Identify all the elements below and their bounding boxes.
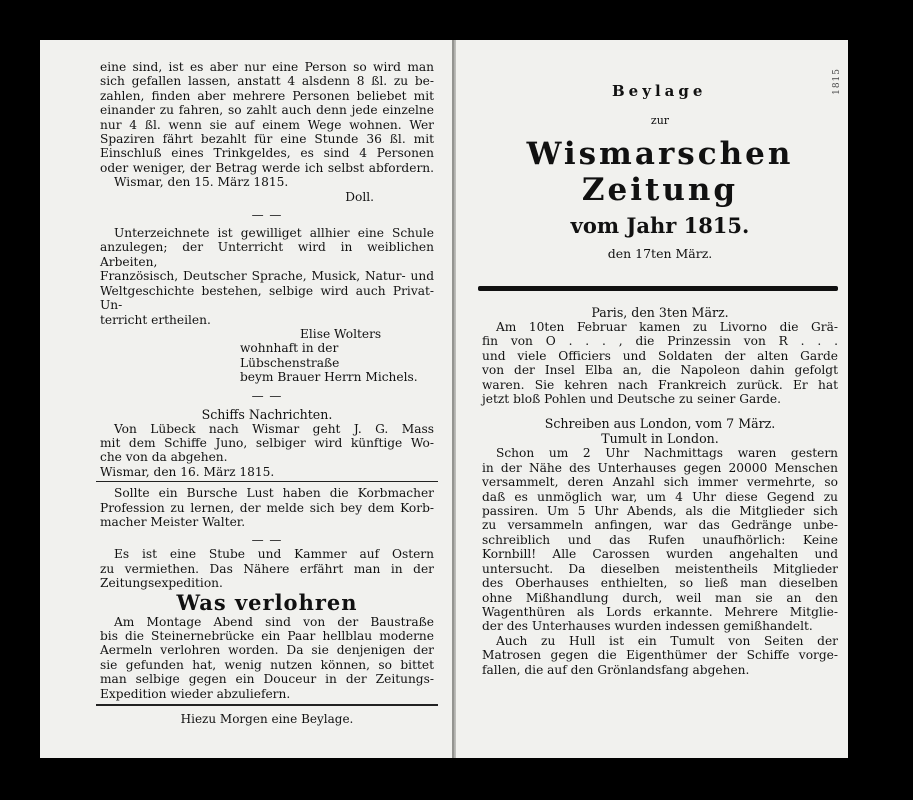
text-line: zu vermiethen. Das Nähere erfährt man in der <box>100 561 434 576</box>
section-heading: Schiffs Nachrichten. <box>201 406 333 422</box>
text-line: Spaziren fährt bezahlt für eine Stunde 36 ßl. mit <box>100 132 434 147</box>
left-paragraph-fare <box>100 60 434 204</box>
issue-date: den 17ten März. <box>607 246 713 261</box>
text-line: mit dem Schiffe Juno, selbiger wird künftige Wo- <box>100 435 434 450</box>
text-line: Zeitungsexpedition. <box>100 576 223 591</box>
text-line: Profession zu lernen, der melde sich bey dem Korb- <box>100 500 434 515</box>
text-line: in der Nähe des Unterhauses gegen 20000 Menschen <box>482 460 838 475</box>
text-line: von der Insel Elba an, die Napoleon dahin gefolgt <box>482 363 838 378</box>
section-heading-lost: Was verlohren <box>176 589 358 615</box>
text-line: Einschluß eines Trinkgeldes, es sind 4 Personen <box>100 146 434 161</box>
text-line: ohne Mißhandlung durch, weil man sie an den <box>482 590 838 605</box>
text-line: einander zu fahren, so zahlt auch denn jede einzelne <box>100 103 434 118</box>
text-line: waren. Sie kehren nach Frankreich zurück. Er hat <box>482 377 838 392</box>
text-line: Aermeln verlohren worden. Da sie denjenigen der <box>100 643 434 658</box>
left-paragraph-rent <box>100 547 434 590</box>
text-line: che von da abgehen. <box>100 450 228 465</box>
text-line: Weltgeschichte bestehen, selbige wird auch Privat-Un- <box>100 283 434 313</box>
text-line: schreiblich und das Rufen unaufhörlich: Keine <box>482 532 838 547</box>
text-line: Französisch, Deutscher Sprache, Musick, Natur- und <box>100 269 434 284</box>
text-line: Am Montage Abend sind von der Baustraße <box>114 614 434 629</box>
right-london-news <box>482 416 838 677</box>
text-line: nur 4 ßl. wenn sie auf einem Wege wohnen. Wer <box>100 117 434 132</box>
text-line: macher Meister Walter. <box>100 514 246 529</box>
text-line: des Oberhauses enthielten, so ließ man dieselben <box>482 576 838 591</box>
text-line: Sollte ein Bursche Lust haben die Korbmacher <box>114 486 434 501</box>
signature: Doll. <box>345 189 374 204</box>
text-line: fallen, die auf den Grönlandsfang abgehen. <box>482 662 750 677</box>
text-line: und viele Officiers und Soldaten der alten Garde <box>482 348 838 363</box>
text-line: Kornbill! Alle Carossen wurden angehalten und <box>482 547 838 562</box>
text-line: fin von O . . . , die Prinzessin von R . . . <box>482 334 838 349</box>
page-footer: Hiezu Morgen eine Beylage. <box>180 712 354 727</box>
text-line: der des Unterhauses wurden indessen gemißhandelt. <box>482 619 813 634</box>
text-line: sich gefallen lassen, anstatt 4 alsdenn 8 ßl. zu be- <box>100 74 434 89</box>
right-paris-news <box>482 305 838 406</box>
separator-dash: — — <box>251 533 283 548</box>
section-heading: Schreiben aus London, vom 7 März. <box>544 416 776 432</box>
text-line: Am 10ten Februar kamen zu Livorno die Grä- <box>496 320 838 334</box>
newspaper-title: Wismarschen Zeitung <box>526 136 794 208</box>
left-paragraph-school <box>100 226 434 384</box>
signature-address: beym Brauer Herrn Michels. <box>240 370 418 385</box>
text-line: Es ist eine Stube und Kammer auf Ostern <box>114 547 434 562</box>
edge-mark: 1815 <box>832 68 842 95</box>
text-line: Unterzeichnete ist gewilliget allhier eine Schule <box>114 226 434 241</box>
section-subheading: Tumult in London. <box>601 431 719 447</box>
text-line: jetzt bloß Pohlen und Deutsche zu seiner Garde. <box>482 392 781 407</box>
text-line: eine sind, ist es aber nur eine Person so wird man <box>100 60 434 74</box>
left-paragraph-lost <box>100 615 434 701</box>
text-line: zahlen, finden aber mehrere Personen beliebet mit <box>100 88 434 103</box>
text-line: Matrosen gegen die Eigenthümer der Schiffe vorge- <box>482 648 838 663</box>
signature-address: wohnhaft in der Lübschenstraße <box>240 341 340 370</box>
text-line: oder weniger, der Betrag werde ich selbst abfordern. <box>100 160 434 175</box>
text-line: Von Lübeck nach Wismar geht J. G. Mass <box>114 421 434 436</box>
text-line: zu versammeln anfingen, war das Gedränge unbe- <box>482 518 838 533</box>
dateline: Wismar, den 16. März 1815. <box>100 464 275 479</box>
section-heading: Paris, den 3ten März. <box>591 305 729 320</box>
left-page <box>40 40 452 758</box>
dateline: Wismar, den 15. März 1815. <box>114 175 289 190</box>
text-line: Auch zu Hull ist ein Tumult von Seiten der <box>496 633 838 648</box>
newspaper-year: vom Jahr 1815. <box>570 213 750 238</box>
text-line: anzulegen; der Unterricht wird in weiblichen Arbeiten, <box>100 240 434 269</box>
text-line: Schon um 2 Uhr Nachmittags waren gestern <box>496 446 838 461</box>
masthead-rule <box>478 286 838 291</box>
text-line: terricht ertheilen. <box>100 312 211 327</box>
separator-rule <box>100 704 434 706</box>
left-shipping-news <box>100 407 434 480</box>
text-line: untersucht. Da dieselben meistentheils Mitglieder <box>482 561 838 576</box>
right-page <box>456 40 848 758</box>
text-line: sie gefunden hat, wenig nutzen können, so bittet <box>100 657 434 672</box>
text-line: Wagenthüren als Lords erkannte. Mehrere Mitglie- <box>482 604 838 619</box>
supplement-zur: zur <box>650 114 670 127</box>
signature: Elise Wolters <box>300 326 382 341</box>
text-line: passiren. Um 5 Uhr Abends, als die Mitglieder sich <box>482 504 838 519</box>
text-line: bis die Steinernebrücke ein Paar hellblau moderne <box>100 629 434 643</box>
text-line: daß es unmöglich war, um 4 Uhr diese Gegend zu <box>482 489 838 504</box>
separator-rule <box>100 481 434 482</box>
text-line: man selbige gegen ein Douceur in der Zeitungs- <box>100 672 434 687</box>
separator-dash: — — <box>251 208 283 223</box>
text-line: Expedition wieder abzuliefern. <box>100 686 291 701</box>
supplement-label: Beylage <box>612 82 707 100</box>
separator-dash: — — <box>251 388 283 403</box>
text-line: versammelt, deren Anzahl sich immer vermehrte, so <box>482 475 838 490</box>
left-paragraph-apprentice <box>100 486 434 529</box>
